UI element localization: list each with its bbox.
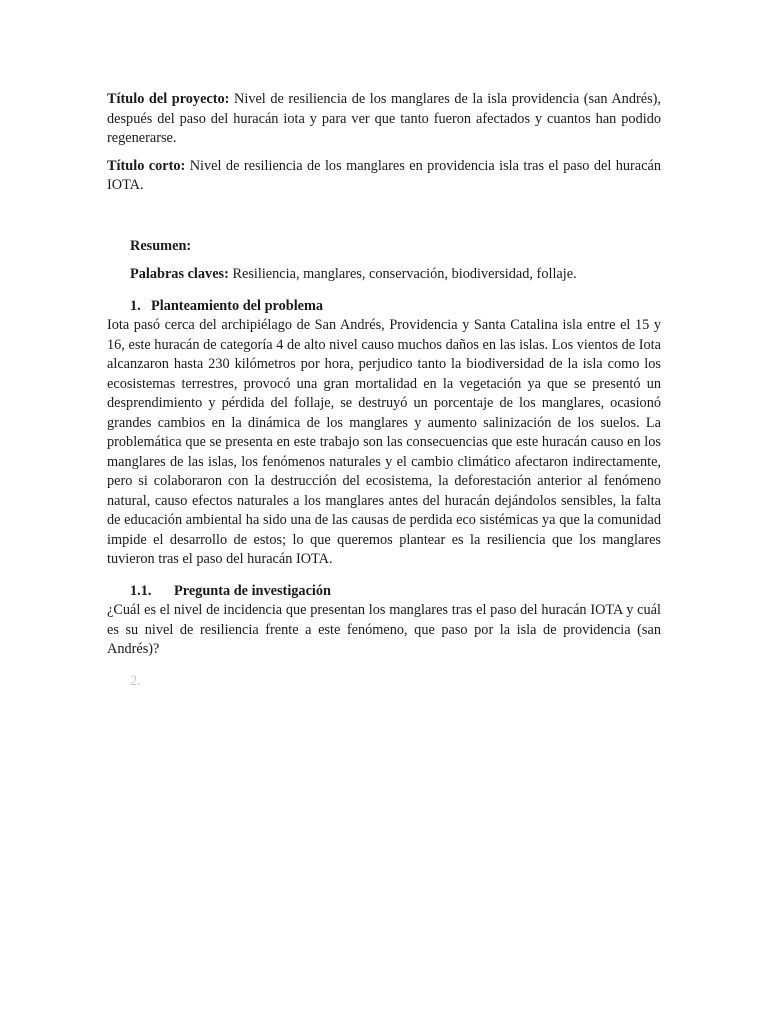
short-title-label: Título corto:	[107, 157, 186, 174]
keywords-text: Resiliencia, manglares, conservación, biodiversidad, follaje.	[228, 266, 577, 282]
project-title-label: Título del proyecto:	[107, 91, 230, 107]
section-1-1-body: ¿Cuál es el nivel de incidencia que presentan los manglares tras el paso del huracán IOTA y cuál es su nivel de resiliencia frente a este fenómeno, que paso por la isla de providencia (san Andrés)?	[107, 602, 661, 657]
keywords-label: Palabras claves:	[130, 266, 229, 282]
short-title-paragraph	[107, 157, 661, 196]
section-1-body: Iota pasó cerca del archipiélago de San Andrés, Providencia y Santa Catalina isla entre el 15 y 16, este huracán de categoría 4 de alto nivel causo muchos daños en las islas. Los vientos de Iota alcanzaron hasta 230 kilómetros por hora, perjudico tanto la biodiversidad de la isla como los ecosistemas terrestres, provocó una gran mortalidad en la vegetación ya que se presentó un desprendimiento y pérdida del follaje, se destruyó un porcentaje de los manglares, ocasionó grandes cambios en la dinámica de los manglares y aumento salinización de los suelos. La problemática que se presenta en este trabajo son las consecuencias que este huracán causo en los manglares de las islas, los fenómenos naturales y el cambio climático afectaron indirectamente, pero si colaboraron con la destrucción del ecosistema, la deforestación anterior al fenómeno natural, causo efectos naturales a los manglares antes del huracán dejándolos sensibles, la falta de educación ambiental ha sido una de las causas de perdida eco sistémicas ya que la comunidad impide el desarrollo de estos; lo que queremos plantear es la resiliencia que los manglares tuvieron tras el paso del huracán IOTA.	[107, 317, 661, 567]
short-title-text: Nivel de resiliencia de los manglares en providencia isla tras el paso del huracán IOTA.	[107, 157, 661, 193]
section-1-1-heading	[107, 582, 661, 602]
resumen-label: Resumen:	[130, 237, 192, 254]
project-title-text: Nivel de resiliencia de los manglares de la isla providencia (san Andrés), después del paso del huracán iota y para ver que tanto fueron afectados y cuantos han podido regenerarse.	[107, 91, 661, 146]
keywords-paragraph	[107, 265, 661, 285]
section-1-1-number: 1.1.	[130, 582, 152, 599]
section-1-title: Planteamiento del problema	[151, 297, 324, 314]
document-page	[107, 90, 661, 691]
project-title-paragraph	[107, 90, 661, 149]
section-1-1-title: Pregunta de investigación	[174, 582, 332, 599]
resumen-heading	[107, 237, 661, 257]
section-1-number: 1.	[130, 297, 141, 314]
section-2-number: 2.	[130, 672, 141, 689]
section-1-heading	[107, 297, 661, 317]
